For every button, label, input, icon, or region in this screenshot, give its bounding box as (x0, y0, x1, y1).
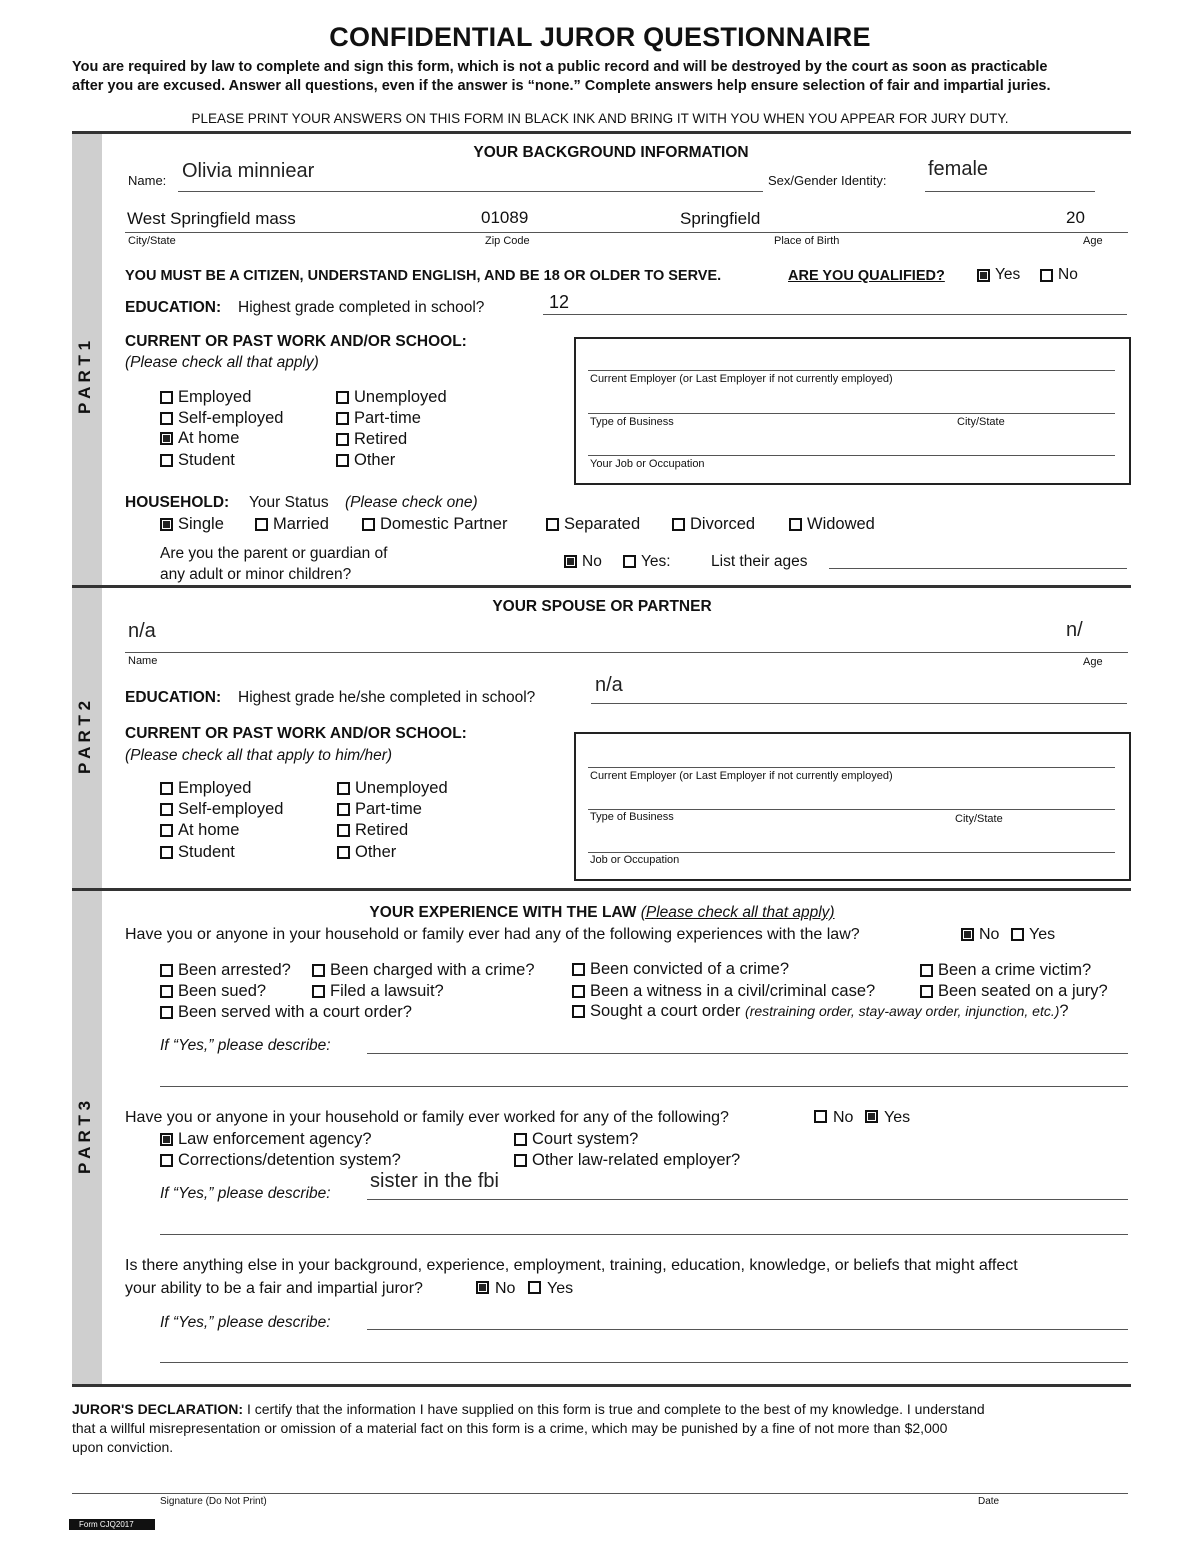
law-question-1: Have you or anyone in your household or family ever had any of the following experiences with the law? (125, 926, 860, 943)
spouse-work-label: CURRENT OR PAST WORK AND/OR SCHOOL: (125, 725, 467, 742)
law-q2-describe-line-2[interactable] (160, 1234, 1128, 1235)
employer-label: Current Employer (or Last Employer if not currently employed) (590, 373, 893, 385)
citystate-label: City/State (957, 416, 1005, 428)
law-q3-yes-checkbox[interactable] (528, 1281, 541, 1294)
law-q3-describe-label: If “Yes,” please describe: (160, 1314, 331, 1331)
divider-part2 (72, 585, 1131, 588)
part1-heading: YOUR BACKGROUND INFORMATION (473, 144, 749, 161)
law-q1-no-checkbox[interactable] (961, 928, 974, 941)
work-option-part-time[interactable]: Part-time (336, 409, 421, 428)
household-separated[interactable]: Separated (546, 515, 640, 534)
jury-checkbox[interactable] (920, 985, 933, 998)
age-label: Age (1083, 235, 1103, 247)
spouse-business-line[interactable] (588, 809, 1115, 810)
law-work-corrections[interactable]: Corrections/detention system? (160, 1151, 401, 1170)
law-q3-yes-label: Yes (547, 1280, 574, 1297)
qualified-no-label: No (1058, 266, 1078, 283)
form-title: CONFIDENTIAL JUROR QUESTIONNAIRE (329, 22, 871, 52)
law-q1-describe-line-2[interactable] (160, 1086, 1128, 1087)
spouse-work-student[interactable]: Student (160, 843, 235, 862)
other-checkbox[interactable] (336, 454, 349, 467)
declaration-line-2: that a willful misrepresentation or omission of a material fact on this form is a crime, which may be punished by a fine of not more than $2,000 (72, 1420, 948, 1436)
corrections-checkbox[interactable] (160, 1154, 173, 1167)
intro-line-1: You are required by law to complete and sign this form, which is not a public record and will be destroyed by the court as soon as practicable (72, 59, 1048, 75)
household-single[interactable]: Single (160, 515, 224, 534)
widowed-checkbox[interactable] (789, 518, 802, 531)
form-id-tag: Form CJQ2017 (69, 1519, 155, 1530)
spouse-name-line (125, 652, 1128, 653)
lawsuit-checkbox[interactable] (312, 985, 325, 998)
law-question-3-line-2: your ability to be a fair and impartial juror? (125, 1280, 423, 1297)
law-enforcement-checkbox[interactable] (160, 1133, 173, 1146)
law-q2-no-checkbox[interactable] (814, 1110, 827, 1123)
spouse-business-label: Type of Business (590, 811, 674, 823)
parent-ages-label: List their ages (711, 553, 808, 570)
qualified-question: ARE YOU QUALIFIED? (788, 268, 945, 284)
spouse-job-label: Job or Occupation (590, 854, 680, 866)
spouse-student-checkbox[interactable] (160, 846, 173, 859)
name-value[interactable]: Olivia minniear (182, 160, 315, 182)
job-line[interactable] (588, 455, 1115, 456)
spouse-employer-label: Current Employer (or Last Employer if not currently employed) (590, 770, 893, 782)
retired-checkbox[interactable] (336, 433, 349, 446)
parent-no-checkbox[interactable] (564, 555, 577, 568)
part3-label: P A R T 3 (75, 1100, 94, 1174)
law-question-3-line-1: Is there anything else in your background, experience, employment, training, education, knowledge, or beliefs that might affect (125, 1257, 1018, 1274)
crime-victim-checkbox[interactable] (920, 964, 933, 977)
household-domestic-partner[interactable]: Domestic Partner (362, 515, 507, 534)
charged-checkbox[interactable] (312, 964, 325, 977)
law-question-2: Have you or anyone in your household or family ever worked for any of the following? (125, 1109, 729, 1126)
business-line[interactable] (588, 413, 1115, 414)
part3-heading-row (102, 904, 1102, 922)
unemployed-checkbox[interactable] (336, 391, 349, 404)
law-witness[interactable]: Been a witness in a civil/criminal case? (572, 982, 875, 1001)
household-hint: (Please check one) (345, 494, 478, 511)
part-time-checkbox[interactable] (336, 412, 349, 425)
spouse-job-line[interactable] (588, 852, 1115, 853)
education-line (543, 314, 1127, 315)
law-q3-describe-line[interactable] (367, 1329, 1128, 1330)
spouse-education-question: Highest grade he/she completed in school? (238, 689, 536, 706)
spouse-self-employed-checkbox[interactable] (160, 803, 173, 816)
law-crime-victim[interactable]: Been a crime victim? (920, 961, 1091, 980)
part1-label: P A R T 1 (75, 340, 94, 414)
parent-yes-label: Yes: (641, 553, 671, 570)
law-q3-no-checkbox[interactable] (476, 1281, 489, 1294)
part2-heading: YOUR SPOUSE OR PARTNER (492, 598, 712, 615)
law-q2-no-label: No (833, 1109, 854, 1126)
part2-label: P A R T 2 (75, 700, 94, 774)
divider-part3 (72, 888, 1131, 891)
law-been-charged[interactable]: Been charged with a crime? (312, 961, 535, 980)
name-line (178, 191, 763, 192)
spouse-education-line (591, 703, 1127, 704)
spouse-education-label: EDUCATION: (125, 689, 222, 706)
education-label: EDUCATION: (125, 299, 222, 316)
birth-label: Place of Birth (774, 235, 840, 247)
single-checkbox[interactable] (160, 518, 173, 531)
law-court-order-served[interactable]: Been served with a court order? (160, 1003, 412, 1022)
qualified-yes-checkbox[interactable] (977, 269, 990, 282)
law-seated-jury[interactable]: Been seated on a jury? (920, 982, 1108, 1001)
law-q1-describe-label: If “Yes,” please describe: (160, 1037, 331, 1054)
arrested-checkbox[interactable] (160, 964, 173, 977)
spouse-work-part-time[interactable]: Part-time (337, 800, 422, 819)
declaration-line-3: upon conviction. (72, 1439, 174, 1455)
city-label: City/State (128, 235, 176, 247)
sex-line (925, 191, 1095, 192)
law-q2-describe-line[interactable] (367, 1199, 1128, 1200)
law-q3-no-label: No (495, 1280, 516, 1297)
law-been-arrested[interactable]: Been arrested? (160, 961, 291, 980)
separated-checkbox[interactable] (546, 518, 559, 531)
declaration-line-1: JUROR'S DECLARATION: I certify that the information I have supplied on this form is true and complete to the best of my knowledge. I understand (72, 1401, 985, 1417)
spouse-work-other[interactable]: Other (337, 843, 396, 862)
parent-ages-line[interactable] (829, 568, 1127, 569)
law-q2-yes-label: Yes (884, 1109, 911, 1126)
spouse-at-home-checkbox[interactable] (160, 824, 173, 837)
law-q2-describe-label: If “Yes,” please describe: (160, 1185, 331, 1202)
qualified-text: YOU MUST BE A CITIZEN, UNDERSTAND ENGLISH, AND BE 18 OR OLDER TO SERVE. (125, 268, 722, 284)
work-label: CURRENT OR PAST WORK AND/OR SCHOOL: (125, 333, 467, 350)
served-order-checkbox[interactable] (160, 1006, 173, 1019)
education-question: Highest grade completed in school? (238, 299, 485, 316)
intro-line-2: after you are excused. Answer all questions, even if the answer is “none.” Complete answers help ensure selection of fair and impartial juries. (72, 78, 1051, 94)
spouse-education-value[interactable]: n/a (595, 674, 623, 696)
law-q1-no-label: No (979, 926, 1000, 943)
law-q1-yes-checkbox[interactable] (1011, 928, 1024, 941)
spouse-unemployed-checkbox[interactable] (337, 782, 350, 795)
household-married[interactable]: Married (255, 515, 329, 534)
spouse-name-value[interactable]: n/a (128, 620, 156, 642)
name-label: Name: (128, 173, 167, 188)
spouse-part-time-checkbox[interactable] (337, 803, 350, 816)
spouse-citystate-label: City/State (955, 813, 1003, 825)
law-q1-yes-label: Yes (1029, 926, 1056, 943)
law-work-court-system[interactable]: Court system? (514, 1130, 638, 1149)
law-work-other[interactable]: Other law-related employer? (514, 1151, 740, 1170)
spouse-work-employed[interactable]: Employed (160, 779, 251, 798)
household-divorced[interactable]: Divorced (672, 515, 755, 534)
spouse-work-at-home[interactable]: At home (160, 821, 239, 840)
city-line (125, 232, 1128, 233)
birth-value[interactable]: Springfield (680, 209, 761, 228)
work-option-other[interactable]: Other (336, 451, 395, 470)
spouse-age-value[interactable]: n/ (1066, 619, 1083, 641)
sex-value[interactable]: female (928, 158, 989, 180)
work-option-self-employed[interactable]: Self-employed (160, 409, 283, 428)
spouse-work-unemployed[interactable]: Unemployed (337, 779, 448, 798)
convicted-checkbox[interactable] (572, 963, 585, 976)
married-checkbox[interactable] (255, 518, 268, 531)
spouse-employer-line[interactable] (588, 767, 1115, 768)
law-filed-lawsuit[interactable]: Filed a lawsuit? (312, 982, 444, 1001)
law-work-enforcement[interactable]: Law enforcement agency? (160, 1130, 372, 1149)
domestic-partner-checkbox[interactable] (362, 518, 375, 531)
employer-line[interactable] (588, 370, 1115, 371)
print-instruction: PLEASE PRINT YOUR ANSWERS ON THIS FORM IN BLACK INK AND BRING IT WITH YOU WHEN YOU APPEAR FOR JURY DUTY. (191, 111, 1009, 126)
law-sought-court-order[interactable]: Sought a court order (restraining order, stay-away order, injunction, etc.)? (572, 1002, 1069, 1021)
qualified-no-checkbox[interactable] (1040, 269, 1053, 282)
qualified-yes-label: Yes (995, 266, 1021, 283)
employed-checkbox[interactable] (160, 391, 173, 404)
sought-order-checkbox[interactable] (572, 1005, 585, 1018)
sex-label: Sex/Gender Identity: (768, 173, 887, 188)
zip-label: Zip Code (485, 235, 530, 247)
work-option-unemployed[interactable]: Unemployed (336, 388, 447, 407)
education-value[interactable]: 12 (549, 292, 570, 312)
age-value[interactable]: 20 (1066, 208, 1085, 227)
city-value[interactable]: West Springfield mass (127, 209, 296, 228)
job-label: Your Job or Occupation (590, 458, 705, 470)
spouse-work-hint: (Please check all that apply to him/her) (125, 747, 393, 764)
work-option-at-home[interactable]: At home (160, 429, 239, 448)
spouse-name-label: Name (128, 655, 158, 667)
zip-value[interactable]: 01089 (481, 208, 529, 227)
divorced-checkbox[interactable] (672, 518, 685, 531)
law-been-convicted[interactable]: Been convicted of a crime? (572, 960, 789, 979)
work-option-employed[interactable]: Employed (160, 388, 251, 407)
divider-declaration (72, 1384, 1131, 1387)
witness-checkbox[interactable] (572, 985, 585, 998)
part3-heading: YOUR EXPERIENCE WITH THE LAW (369, 904, 637, 921)
spouse-other-checkbox[interactable] (337, 846, 350, 859)
work-option-retired[interactable]: Retired (336, 430, 407, 449)
spouse-work-self-employed[interactable]: Self-employed (160, 800, 283, 819)
household-label: HOUSEHOLD: (125, 494, 230, 511)
other-law-employer-checkbox[interactable] (514, 1154, 527, 1167)
sued-checkbox[interactable] (160, 985, 173, 998)
parent-question-2: any adult or minor children? (160, 566, 352, 583)
spouse-retired-checkbox[interactable] (337, 824, 350, 837)
spouse-employed-checkbox[interactable] (160, 782, 173, 795)
declaration (72, 1400, 1132, 1457)
self-employed-checkbox[interactable] (160, 412, 173, 425)
signature-label: Signature (Do Not Print) (160, 1496, 267, 1507)
household-widowed[interactable]: Widowed (789, 515, 875, 534)
parent-no-label: No (582, 553, 602, 570)
law-q2-yes-checkbox[interactable] (865, 1110, 878, 1123)
student-checkbox[interactable] (160, 454, 173, 467)
part3-heading-hint: (Please check all that apply) (640, 904, 835, 921)
parent-question-1: Are you the parent or guardian of (160, 545, 388, 562)
law-q1-describe-line[interactable] (367, 1053, 1128, 1054)
divider-top (72, 131, 1131, 134)
work-option-student[interactable]: Student (160, 451, 235, 470)
parent-yes-checkbox[interactable] (623, 555, 636, 568)
spouse-age-label: Age (1083, 656, 1103, 668)
spouse-work-retired[interactable]: Retired (337, 821, 408, 840)
at-home-checkbox[interactable] (160, 432, 173, 445)
work-hint: (Please check all that apply) (125, 354, 319, 371)
business-label: Type of Business (590, 416, 674, 428)
signature-line[interactable] (72, 1493, 1128, 1494)
law-q2-describe-value[interactable]: sister in the fbi (370, 1170, 499, 1192)
law-q3-describe-line-2[interactable] (160, 1362, 1128, 1363)
court-system-checkbox[interactable] (514, 1133, 527, 1146)
household-status: Your Status (249, 494, 329, 511)
law-been-sued[interactable]: Been sued? (160, 982, 266, 1001)
date-label: Date (978, 1496, 1000, 1507)
